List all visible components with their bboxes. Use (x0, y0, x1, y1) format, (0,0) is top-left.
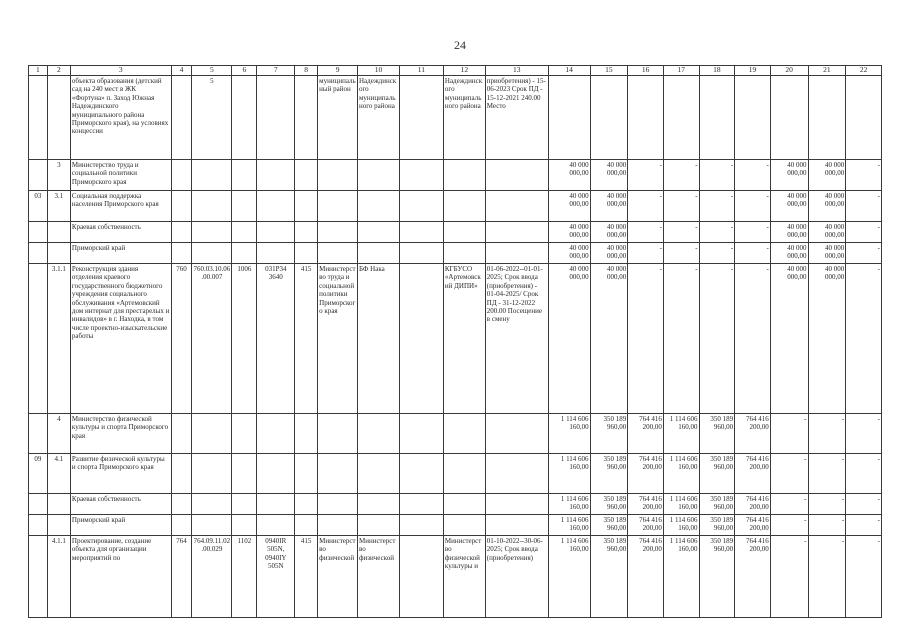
table-cell-col-12: КГБУСО «Артемовский ДИПИ» (443, 264, 485, 414)
table-cell-col-8 (295, 191, 318, 222)
table-cell-col-1 (29, 494, 48, 515)
table-cell-col-5: 764.09.11.02.00.029 (192, 536, 232, 618)
table-cell-col-21: - (808, 536, 846, 618)
table-cell-col-8 (295, 243, 318, 264)
table-cell-col-15 (590, 76, 628, 160)
table-cell-col-8 (295, 160, 318, 191)
column-number: 8 (295, 66, 318, 76)
table-cell-col-19: - (735, 191, 771, 222)
table-cell-col-20: - (770, 515, 808, 536)
table-cell-col-5 (192, 414, 232, 454)
table-row (29, 191, 882, 222)
table-cell-col-2: 3.1.1 (47, 264, 70, 414)
table-cell-col-5 (192, 515, 232, 536)
table-cell-col-16: 764 416 200,00 (628, 494, 664, 515)
table-cell-col-21: - (808, 454, 846, 494)
table-cell-col-11 (399, 76, 443, 160)
table-cell-col-8 (295, 454, 318, 494)
table-cell-col-18: 350 189 960,00 (699, 536, 735, 618)
table-cell-col-21: 40 000 000,00 (808, 243, 846, 264)
table-cell-col-19: 764 416 200,00 (735, 536, 771, 618)
table-cell-col-6: 1006 (232, 264, 257, 414)
table-cell-col-7 (257, 191, 295, 222)
table-cell-col-19: - (735, 264, 771, 414)
column-number: 3 (70, 66, 171, 76)
table-cell-col-11 (399, 414, 443, 454)
table-cell-col-4 (171, 222, 192, 243)
table-cell-col-8 (295, 414, 318, 454)
table-cell-col-3: Краевая собственность (70, 494, 171, 515)
table-cell-col-1 (29, 243, 48, 264)
table-cell-col-17: - (663, 160, 699, 191)
table-cell-col-20: 40 000 000,00 (770, 243, 808, 264)
table-row (29, 222, 882, 243)
table-cell-col-7 (257, 243, 295, 264)
table-cell-col-10: БФ Нака (357, 264, 399, 414)
column-number: 14 (548, 66, 590, 76)
table-cell-col-8 (295, 515, 318, 536)
table-cell-col-21: 40 000 000,00 (808, 264, 846, 414)
table-cell-col-22: - (846, 264, 882, 414)
table-cell-col-11 (399, 515, 443, 536)
table-cell-col-16: - (628, 243, 664, 264)
table-cell-col-20: 40 000 000,00 (770, 264, 808, 414)
column-number: 10 (357, 66, 399, 76)
table-cell-col-15: 40 000 000,00 (590, 264, 628, 414)
table-cell-col-6 (232, 494, 257, 515)
table-cell-col-9: Министерство физической (318, 536, 358, 618)
table-cell-col-12 (443, 191, 485, 222)
table-cell-col-21: 40 000 000,00 (808, 160, 846, 191)
table-cell-col-11 (399, 160, 443, 191)
table-cell-col-19: - (735, 243, 771, 264)
table-cell-col-21: 40 000 000,00 (808, 222, 846, 243)
column-number: 13 (485, 66, 548, 76)
table-cell-col-18: - (699, 191, 735, 222)
table-cell-col-2 (47, 515, 70, 536)
table-cell-col-14: 40 000 000,00 (548, 191, 590, 222)
table-cell-col-11 (399, 536, 443, 618)
table-cell-col-10 (357, 515, 399, 536)
table-cell-col-19: - (735, 222, 771, 243)
table-cell-col-20: 40 000 000,00 (770, 160, 808, 191)
column-number: 2 (47, 66, 70, 76)
table-cell-col-14: 1 114 606 160,00 (548, 515, 590, 536)
table-cell-col-22: - (846, 515, 882, 536)
table-cell-col-16: 764 416 200,00 (628, 515, 664, 536)
table-cell-col-9 (318, 515, 358, 536)
table-cell-col-8 (295, 494, 318, 515)
table-cell-col-21: - (808, 515, 846, 536)
table-cell-col-18: 350 189 960,00 (699, 454, 735, 494)
table-cell-col-5 (192, 191, 232, 222)
table-cell-col-17 (663, 76, 699, 160)
table-cell-col-10 (357, 414, 399, 454)
table-cell-col-5 (192, 454, 232, 494)
table-cell-col-20 (770, 76, 808, 160)
table-cell-col-3: Приморский край (70, 515, 171, 536)
column-number: 18 (699, 66, 735, 76)
table-cell-col-21 (808, 76, 846, 160)
table-cell-col-10 (357, 160, 399, 191)
table-cell-col-11 (399, 222, 443, 243)
table-cell-col-7 (257, 494, 295, 515)
table-cell-col-11 (399, 494, 443, 515)
table-row (29, 536, 882, 618)
table-cell-col-17: 1 114 606 160,00 (663, 414, 699, 454)
table-cell-col-20: - (770, 414, 808, 454)
table-cell-col-18: 350 189 960,00 (699, 494, 735, 515)
table-cell-col-9 (318, 494, 358, 515)
table-cell-col-17: - (663, 243, 699, 264)
table-cell-col-13: 01-06-2022--01-01-2025; Срок ввода (приобретения) - 01-04-2025/ Срок ПД - 31-12-2022 200.00 Посещение в смену (485, 264, 548, 414)
table-cell-col-5 (192, 243, 232, 264)
table-cell-col-14: 40 000 000,00 (548, 160, 590, 191)
table-cell-col-14: 40 000 000,00 (548, 222, 590, 243)
table-cell-col-12 (443, 454, 485, 494)
table-cell-col-2 (47, 76, 70, 160)
table-cell-col-9 (318, 191, 358, 222)
column-number: 4 (171, 66, 192, 76)
table-cell-col-13 (485, 494, 548, 515)
column-number: 11 (399, 66, 443, 76)
column-number: 19 (735, 66, 771, 76)
table-cell-col-21: 40 000 000,00 (808, 191, 846, 222)
table-cell-col-22: - (846, 191, 882, 222)
table-cell-col-19: 764 416 200,00 (735, 494, 771, 515)
table-cell-col-6 (232, 160, 257, 191)
table-cell-col-2 (47, 222, 70, 243)
table-cell-col-4 (171, 515, 192, 536)
table-cell-col-10 (357, 454, 399, 494)
table-cell-col-16: - (628, 222, 664, 243)
table-cell-col-22: - (846, 160, 882, 191)
table-cell-col-11 (399, 454, 443, 494)
column-number: 6 (232, 66, 257, 76)
budget-table (28, 65, 882, 618)
table-cell-col-4 (171, 494, 192, 515)
table-cell-col-16: - (628, 191, 664, 222)
table-cell-col-13 (485, 191, 548, 222)
table-cell-col-6 (232, 222, 257, 243)
table-cell-col-2 (47, 494, 70, 515)
table-cell-col-7: 0940IR 505N, 0940IY 505N (257, 536, 295, 618)
column-number: 1 (29, 66, 48, 76)
table-cell-col-14: 40 000 000,00 (548, 243, 590, 264)
table-cell-col-7 (257, 454, 295, 494)
table-cell-col-15: 40 000 000,00 (590, 191, 628, 222)
table-cell-col-4 (171, 414, 192, 454)
table-cell-col-11 (399, 243, 443, 264)
table-cell-col-14: 1 114 606 160,00 (548, 454, 590, 494)
column-number-row (29, 66, 882, 76)
table-cell-col-7 (257, 76, 295, 160)
table-cell-col-13 (485, 243, 548, 264)
table-cell-col-12 (443, 160, 485, 191)
table-cell-col-15: 350 189 960,00 (590, 536, 628, 618)
table-cell-col-19: - (735, 160, 771, 191)
table-cell-col-12 (443, 414, 485, 454)
table-cell-col-16: 764 416 200,00 (628, 454, 664, 494)
table-cell-col-15: 350 189 960,00 (590, 494, 628, 515)
table-cell-col-13: приобретения) - 15-06-2023 Срок ПД - 15-12-2021 240.00 Место (485, 76, 548, 160)
table-cell-col-17: - (663, 264, 699, 414)
table-cell-col-1: 09 (29, 454, 48, 494)
table-row (29, 454, 882, 494)
table-row (29, 264, 882, 414)
table-body (29, 66, 882, 618)
column-number: 16 (628, 66, 664, 76)
table-row (29, 76, 882, 160)
table-cell-col-10: Министерство физической (357, 536, 399, 618)
table-cell-col-3: объекта образования (детский сад на 240 мест в ЖК «Фортуна» п. Заход Южная Надеждинского муниципального района Приморского края), на условиях концессии (70, 76, 171, 160)
table-cell-col-17: 1 114 606 160,00 (663, 454, 699, 494)
table-cell-col-20: 40 000 000,00 (770, 191, 808, 222)
table-cell-col-17: 1 114 606 160,00 (663, 494, 699, 515)
table-cell-col-19 (735, 76, 771, 160)
table-cell-col-20: - (770, 454, 808, 494)
table-cell-col-1 (29, 222, 48, 243)
table-cell-col-4 (171, 454, 192, 494)
table-cell-col-15: 350 189 960,00 (590, 454, 628, 494)
table-cell-col-19: 764 416 200,00 (735, 515, 771, 536)
table-cell-col-21: - (808, 414, 846, 454)
table-cell-col-4 (171, 191, 192, 222)
table-cell-col-6: 1102 (232, 536, 257, 618)
table-cell-col-22: - (846, 536, 882, 618)
table-cell-col-13 (485, 160, 548, 191)
table-cell-col-6 (232, 191, 257, 222)
table-cell-col-13: 01-10-2022--30-06-2025; Срок ввода (приобретения) (485, 536, 548, 618)
table-cell-col-3: Реконструкция здания отделения краевого государственного бюджетного учреждения социального обслуживания «Артемовский дом интернат для престарелых и инвалидов» в г. Находка, в том числе проектно-изыскательские работы (70, 264, 171, 414)
table-cell-col-10 (357, 191, 399, 222)
table-cell-col-9: муниципальный район (318, 76, 358, 160)
table-cell-col-3: Развитие физической культуры и спорта Приморского края (70, 454, 171, 494)
table-cell-col-8: 415 (295, 536, 318, 618)
table-cell-col-22: - (846, 454, 882, 494)
table-cell-col-12: Надеждинского муниципального района (443, 76, 485, 160)
table-cell-col-13 (485, 454, 548, 494)
table-cell-col-10: Надеждинского муниципального района (357, 76, 399, 160)
page-number: 24 (454, 38, 466, 52)
table-cell-col-18: - (699, 222, 735, 243)
table-cell-col-15: 40 000 000,00 (590, 160, 628, 191)
table-cell-col-7 (257, 222, 295, 243)
table-cell-col-9 (318, 160, 358, 191)
table-row (29, 160, 882, 191)
table-cell-col-20: 40 000 000,00 (770, 222, 808, 243)
table-cell-col-1: 03 (29, 191, 48, 222)
table-cell-col-18: - (699, 160, 735, 191)
table-cell-col-12 (443, 222, 485, 243)
table-cell-col-14: 40 000 000,00 (548, 264, 590, 414)
table-cell-col-19: 764 416 200,00 (735, 414, 771, 454)
column-number: 21 (808, 66, 846, 76)
table-cell-col-4 (171, 160, 192, 191)
table-cell-col-2: 4 (47, 414, 70, 454)
table-cell-col-16: - (628, 264, 664, 414)
table-cell-col-2: 4.1 (47, 454, 70, 494)
table-cell-col-7 (257, 160, 295, 191)
table-cell-col-7 (257, 414, 295, 454)
table-cell-col-9: Министерство труда и социальной политики Приморского края (318, 264, 358, 414)
table-cell-col-18: - (699, 264, 735, 414)
table-cell-col-9 (318, 454, 358, 494)
table-cell-col-15: 350 189 960,00 (590, 414, 628, 454)
table-cell-col-21: - (808, 494, 846, 515)
table-cell-col-16: 764 416 200,00 (628, 536, 664, 618)
table-cell-col-6 (232, 515, 257, 536)
table-cell-col-1 (29, 536, 48, 618)
table-cell-col-11 (399, 264, 443, 414)
table-cell-col-13 (485, 414, 548, 454)
table-row (29, 414, 882, 454)
table-cell-col-1 (29, 414, 48, 454)
column-number: 15 (590, 66, 628, 76)
table-cell-col-9 (318, 222, 358, 243)
table-cell-col-3: Проектирование, создание объекта для организации мероприятий по (70, 536, 171, 618)
column-number: 17 (663, 66, 699, 76)
table-cell-col-8: 415 (295, 264, 318, 414)
table-cell-col-17: 1 114 606 160,00 (663, 536, 699, 618)
table-cell-col-4: 760 (171, 264, 192, 414)
table-cell-col-19: 764 416 200,00 (735, 454, 771, 494)
table-cell-col-10 (357, 243, 399, 264)
table-cell-col-2 (47, 243, 70, 264)
table-cell-col-22: - (846, 222, 882, 243)
table-cell-col-22 (846, 76, 882, 160)
table-cell-col-2: 4.1.1 (47, 536, 70, 618)
table-cell-col-7: 031Р34 3640 (257, 264, 295, 414)
table-cell-col-12 (443, 494, 485, 515)
table-cell-col-1 (29, 515, 48, 536)
table-cell-col-6 (232, 414, 257, 454)
table-cell-col-2: 3 (47, 160, 70, 191)
table-cell-col-11 (399, 191, 443, 222)
table-cell-col-1 (29, 160, 48, 191)
table-cell-col-1 (29, 264, 48, 414)
table-cell-col-15: 350 189 960,00 (590, 515, 628, 536)
table-cell-col-16 (628, 76, 664, 160)
table-cell-col-5 (192, 494, 232, 515)
table-cell-col-22: - (846, 494, 882, 515)
table-cell-col-6 (232, 243, 257, 264)
table-cell-col-4 (171, 243, 192, 264)
column-number: 5 (192, 66, 232, 76)
table-cell-col-14: 1 114 606 160,00 (548, 414, 590, 454)
table-cell-col-15: 40 000 000,00 (590, 243, 628, 264)
table-row (29, 494, 882, 515)
table-cell-col-17: 1 114 606 160,00 (663, 515, 699, 536)
table-cell-col-22: - (846, 414, 882, 454)
table-cell-col-3: Приморский край (70, 243, 171, 264)
table-cell-col-12: Министерство физической культуры и (443, 536, 485, 618)
table-cell-col-18 (699, 76, 735, 160)
table-cell-col-17: - (663, 191, 699, 222)
table-cell-col-13 (485, 222, 548, 243)
table-row (29, 243, 882, 264)
table-cell-col-4: 764 (171, 536, 192, 618)
table-cell-col-13 (485, 515, 548, 536)
table-cell-col-4 (171, 76, 192, 160)
table-cell-col-10 (357, 222, 399, 243)
table-cell-col-3: Социальная поддержка населения Приморского края (70, 191, 171, 222)
table-cell-col-2: 3.1 (47, 191, 70, 222)
table-cell-col-5 (192, 222, 232, 243)
table-cell-col-18: 350 189 960,00 (699, 414, 735, 454)
table-cell-col-17: - (663, 222, 699, 243)
table-cell-col-3: Краевая собственность (70, 222, 171, 243)
column-number: 22 (846, 66, 882, 76)
table-cell-col-3: Министерство труда и социальной политики Приморского края (70, 160, 171, 191)
column-number: 12 (443, 66, 485, 76)
table-cell-col-5: 5 (192, 76, 232, 160)
table-cell-col-9 (318, 243, 358, 264)
column-number: 9 (318, 66, 358, 76)
table-cell-col-3: Министерство физической культуры и спорта Приморского края (70, 414, 171, 454)
table-cell-col-12 (443, 243, 485, 264)
table-cell-col-16: 764 416 200,00 (628, 414, 664, 454)
column-number: 20 (770, 66, 808, 76)
table-cell-col-22: - (846, 243, 882, 264)
table-cell-col-14: 1 114 606 160,00 (548, 494, 590, 515)
table-cell-col-20: - (770, 536, 808, 618)
table-cell-col-18: - (699, 243, 735, 264)
table-cell-col-6 (232, 454, 257, 494)
table-cell-col-15: 40 000 000,00 (590, 222, 628, 243)
column-number: 7 (257, 66, 295, 76)
table-cell-col-5: 760.03.10.06.00.007 (192, 264, 232, 414)
table-cell-col-8 (295, 76, 318, 160)
table-row (29, 515, 882, 536)
table-cell-col-1 (29, 76, 48, 160)
table-cell-col-7 (257, 515, 295, 536)
table-cell-col-8 (295, 222, 318, 243)
table-cell-col-10 (357, 494, 399, 515)
table-cell-col-20: - (770, 494, 808, 515)
table-cell-col-14: 1 114 606 160,00 (548, 536, 590, 618)
table-cell-col-18: 350 189 960,00 (699, 515, 735, 536)
table-cell-col-14 (548, 76, 590, 160)
table-cell-col-12 (443, 515, 485, 536)
table-cell-col-6 (232, 76, 257, 160)
table-cell-col-5 (192, 160, 232, 191)
table-cell-col-9 (318, 414, 358, 454)
table-cell-col-16: - (628, 160, 664, 191)
